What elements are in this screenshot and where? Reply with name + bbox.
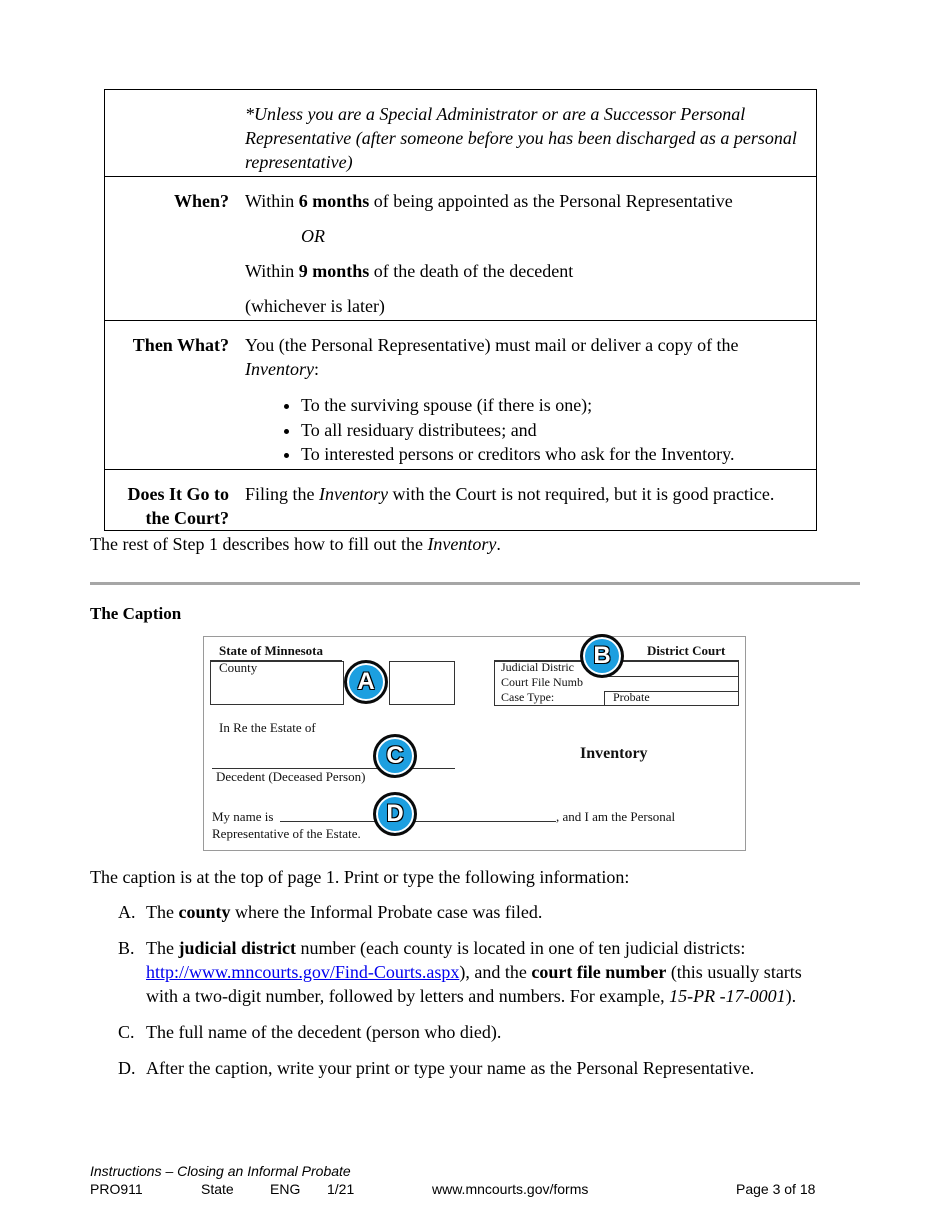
when-line-1: Within 6 months of being appointed as the Personal Representative xyxy=(245,191,733,211)
when-line-3: (whichever is later) xyxy=(245,296,385,316)
court-file-number-label: Court File Numb xyxy=(501,675,584,689)
divider xyxy=(90,582,860,585)
list-item: • To interested persons or creditors who ask for the Inventory. xyxy=(301,442,806,467)
decedent-label: Decedent (Deceased Person) xyxy=(216,769,366,784)
representative-label: Representative of the Estate. xyxy=(212,826,361,841)
case-type-divider xyxy=(604,691,605,705)
caption-intro: The caption is at the top of page 1. Print or type the following information: xyxy=(90,867,630,887)
case-type-label: Case Type: xyxy=(501,690,555,704)
county-box-right xyxy=(389,661,455,705)
rest-of-step-text: The rest of Step 1 describes how to fill out the Inventory. xyxy=(90,534,501,554)
my-name-label: My name is xyxy=(212,809,274,824)
list-marker: A. xyxy=(118,902,136,922)
list-item: • To the surviving spouse (if there is one); xyxy=(301,393,806,418)
district-line xyxy=(604,676,739,677)
list-marker: D. xyxy=(118,1058,136,1078)
when-or: OR xyxy=(301,226,325,246)
state-label: State of Minnesota xyxy=(219,643,323,658)
badge-a: A xyxy=(344,660,388,704)
empty-label xyxy=(105,90,229,176)
caption-steps-list xyxy=(118,900,838,1092)
list-item: D. After the caption, write your print or type your name as the Personal Representative. xyxy=(118,1058,755,1078)
when-content xyxy=(229,177,816,320)
list-item: A. The county where the Informal Probate case was filed. xyxy=(118,902,543,922)
badge-b: B xyxy=(580,634,624,678)
table-row-when xyxy=(105,176,816,320)
inventory-title: Inventory xyxy=(580,745,648,762)
then-label: Then What? xyxy=(132,335,229,355)
list-item: B. The judicial district number (each county is located in one of ten judicial districts: http://www.mncourts.gov/Find-Courts.aspx), and the court file number (this usually starts with a two-digit number, followed by letters and numbers. For example, 15-PR -17-0001). xyxy=(118,938,802,1006)
footer-state: State xyxy=(201,1181,234,1197)
then-intro: You (the Personal Representative) must mail or deliver a copy of the Inventory: xyxy=(245,335,739,379)
list-item: C. The full name of the decedent (person who died). xyxy=(118,1022,502,1042)
footer-form-number: PRO911 xyxy=(90,1181,143,1197)
badge-d: D xyxy=(373,792,417,836)
name-line xyxy=(280,821,556,822)
find-courts-link[interactable]: http://www.mncourts.gov/Find-Courts.aspx xyxy=(146,962,460,982)
footer-title: Instructions – Closing an Informal Probate xyxy=(90,1163,351,1179)
district-court-label: District Court xyxy=(647,643,726,658)
judicial-district-label: Judicial Distric xyxy=(501,660,574,674)
note-text: *Unless you are a Special Administrator or are a Successor Personal Representative (after someone before you has been discharged as a personal representative) xyxy=(245,104,797,172)
info-table xyxy=(104,89,817,531)
then-content xyxy=(229,321,816,469)
badge-c: C xyxy=(373,734,417,778)
list-item: • To all residuary distributees; and xyxy=(301,418,806,443)
caption-figure xyxy=(203,636,746,851)
table-row-note xyxy=(105,90,816,176)
when-line-2: Within 9 months of the death of the decedent xyxy=(245,261,574,281)
footer-page-number: Page 3 of 18 xyxy=(736,1181,816,1197)
in-re-label: In Re the Estate of xyxy=(219,720,316,735)
then-bullet-list xyxy=(245,393,806,467)
table-row-court xyxy=(105,469,816,530)
personal-label: , and I am the Personal xyxy=(556,809,676,824)
case-type-value: Probate xyxy=(613,690,650,704)
county-label: County xyxy=(219,660,258,675)
footer-url: www.mncourts.gov/forms xyxy=(432,1181,589,1197)
table-row-then xyxy=(105,320,816,469)
list-marker: C. xyxy=(118,1022,135,1042)
when-label: When? xyxy=(173,191,229,211)
court-text: Filing the Inventory with the Court is not required, but it is good practice. xyxy=(245,483,775,504)
court-label: Does It Go to the Court? xyxy=(127,483,229,528)
caption-heading: The Caption xyxy=(90,604,182,623)
footer-language: ENG xyxy=(270,1181,301,1197)
footer-date: 1/21 xyxy=(327,1181,355,1197)
list-marker: B. xyxy=(118,938,135,958)
